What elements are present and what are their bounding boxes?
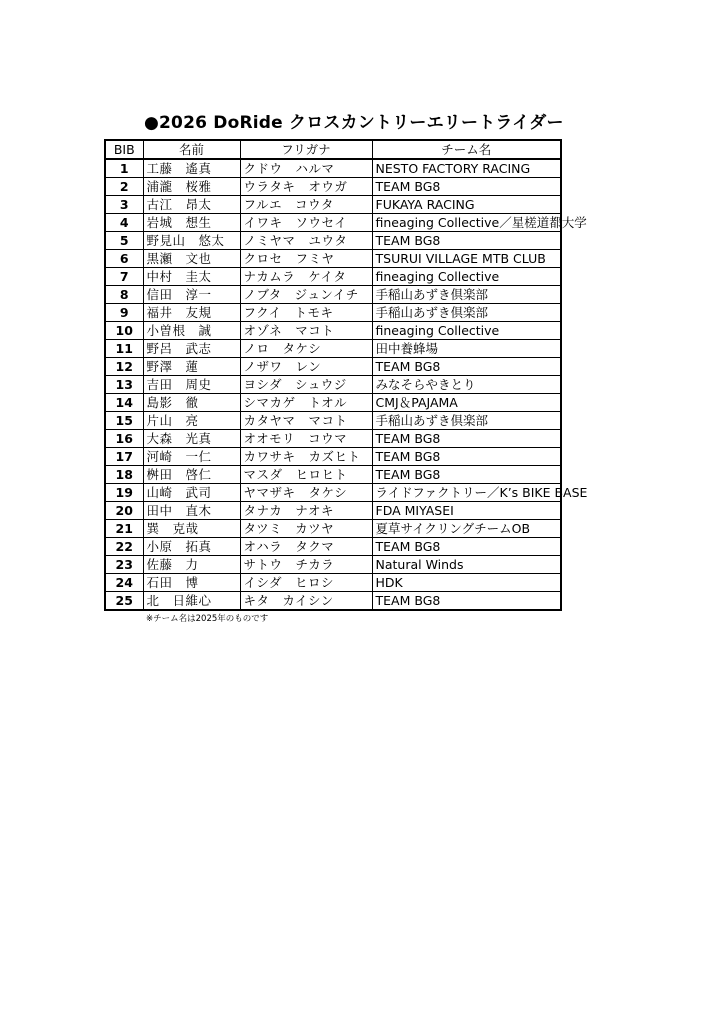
rider-kana-cell: オハラ タクマ [240, 538, 372, 556]
rider-kana-cell: ナカムラ ケイタ [240, 268, 372, 286]
bib-cell: 10 [105, 322, 143, 340]
team-name-cell: 夏草サイクリングチームOB [372, 520, 561, 538]
rider-name-cell: 大森 光真 [143, 430, 240, 448]
table-row [105, 538, 561, 556]
team-name-cell: NESTO FACTORY RACING [372, 159, 561, 178]
rider-name-cell: 吉田 周史 [143, 376, 240, 394]
team-name-cell: 手稲山あずき倶楽部 [372, 304, 561, 322]
rider-name-cell: 巽 克哉 [143, 520, 240, 538]
rider-kana-cell: フルエ コウタ [240, 196, 372, 214]
bib-cell: 22 [105, 538, 143, 556]
table-row [105, 574, 561, 592]
rider-kana-cell: ノロ タケシ [240, 340, 372, 358]
team-name-cell: FUKAYA RACING [372, 196, 561, 214]
rider-name-cell: 野澤 蓮 [143, 358, 240, 376]
rider-name-cell: 桝田 啓仁 [143, 466, 240, 484]
bib-cell: 24 [105, 574, 143, 592]
table-row [105, 232, 561, 250]
bib-cell: 3 [105, 196, 143, 214]
table-body [105, 159, 588, 610]
team-name-cell: TSURUI VILLAGE MTB CLUB [372, 250, 561, 268]
rider-name-cell: 河崎 一仁 [143, 448, 240, 466]
rider-kana-cell: クドウ ハルマ [240, 159, 372, 178]
rider-name-cell: 田中 直木 [143, 502, 240, 520]
rider-kana-cell: オゾネ マコト [240, 322, 372, 340]
bib-cell: 18 [105, 466, 143, 484]
table-row [105, 322, 561, 340]
column-header-team: チーム名 [372, 140, 561, 159]
team-name-cell: Natural Winds [372, 556, 561, 574]
table-row [105, 178, 561, 196]
team-name-cell: 手稲山あずき倶楽部 [372, 412, 561, 430]
table-row [105, 556, 561, 574]
bib-cell: 20 [105, 502, 143, 520]
rider-name-cell: 小曽根 誠 [143, 322, 240, 340]
rider-kana-cell: ノブタ ジュンイチ [240, 286, 372, 304]
bib-cell: 14 [105, 394, 143, 412]
rider-kana-cell: カワサキ カズヒト [240, 448, 372, 466]
team-name-cell: fineaging Collective／星槎道都大学 [372, 214, 561, 232]
bib-cell: 21 [105, 520, 143, 538]
rider-name-cell: 福井 友規 [143, 304, 240, 322]
table-row [105, 520, 561, 538]
rider-name-cell: 佐藤 力 [143, 556, 240, 574]
rider-name-cell: 島影 徹 [143, 394, 240, 412]
rider-name-cell: 北 日維心 [143, 592, 240, 611]
rider-kana-cell: イシダ ヒロシ [240, 574, 372, 592]
table-row [105, 466, 561, 484]
table-row [105, 268, 561, 286]
rider-name-cell: 小原 拓真 [143, 538, 240, 556]
bib-cell: 13 [105, 376, 143, 394]
rider-kana-cell: カタヤマ マコト [240, 412, 372, 430]
rider-kana-cell: ノザワ レン [240, 358, 372, 376]
rider-kana-cell: キタ カイシン [240, 592, 372, 611]
table-row [105, 159, 561, 178]
table-row [105, 250, 561, 268]
table-row [105, 196, 561, 214]
bib-cell: 8 [105, 286, 143, 304]
team-name-cell: TEAM BG8 [372, 448, 561, 466]
rider-name-cell: 石田 博 [143, 574, 240, 592]
bib-cell: 9 [105, 304, 143, 322]
table-row [105, 286, 561, 304]
rider-name-cell: 岩城 想生 [143, 214, 240, 232]
bib-cell: 19 [105, 484, 143, 502]
rider-name-cell: 工藤 遙真 [143, 159, 240, 178]
bib-cell: 7 [105, 268, 143, 286]
table-row [105, 358, 561, 376]
table-row [105, 304, 561, 322]
rider-name-cell: 山崎 武司 [143, 484, 240, 502]
page-title: ●2026 DoRide クロスカントリーエリートライダー [144, 113, 564, 133]
rider-kana-cell: ヨシダ シュウジ [240, 376, 372, 394]
rider-name-cell: 黒瀬 文也 [143, 250, 240, 268]
rider-kana-cell: ウラタキ オウガ [240, 178, 372, 196]
team-name-cell: TEAM BG8 [372, 592, 561, 611]
team-name-cell: TEAM BG8 [372, 466, 561, 484]
team-name-cell: 田中養蜂場 [372, 340, 561, 358]
team-name-cell: みなそらやきとり [372, 376, 561, 394]
rider-name-cell: 片山 亮 [143, 412, 240, 430]
rider-kana-cell: ノミヤマ ユウタ [240, 232, 372, 250]
bib-cell: 23 [105, 556, 143, 574]
team-name-cell: TEAM BG8 [372, 178, 561, 196]
table-row [105, 448, 561, 466]
rider-kana-cell: サトウ チカラ [240, 556, 372, 574]
rider-kana-cell: タツミ カツヤ [240, 520, 372, 538]
table-row [105, 484, 561, 502]
rider-kana-cell: クロセ フミヤ [240, 250, 372, 268]
rider-kana-cell: フクイ トモキ [240, 304, 372, 322]
rider-name-cell: 野見山 悠太 [143, 232, 240, 250]
rider-kana-cell: オオモリ コウマ [240, 430, 372, 448]
team-name-cell: 手稲山あずき倶楽部 [372, 286, 561, 304]
bib-cell: 16 [105, 430, 143, 448]
bib-cell: 2 [105, 178, 143, 196]
footnote: ※チーム名は2025年のものです [146, 614, 269, 624]
team-name-cell: fineaging Collective [372, 268, 561, 286]
bib-cell: 15 [105, 412, 143, 430]
rider-name-cell: 中村 圭太 [143, 268, 240, 286]
team-name-cell: TEAM BG8 [372, 538, 561, 556]
bib-cell: 17 [105, 448, 143, 466]
team-name-cell: CMJ＆PAJAMA [372, 394, 561, 412]
rider-name-cell: 浦瀧 桜雅 [143, 178, 240, 196]
table-row [105, 502, 561, 520]
bib-cell: 6 [105, 250, 143, 268]
rider-kana-cell: イワキ ソウセイ [240, 214, 372, 232]
rider-name-cell: 古江 昂太 [143, 196, 240, 214]
rider-name-cell: 信田 淳一 [143, 286, 240, 304]
column-header-kana: フリガナ [240, 140, 372, 159]
team-name-cell: TEAM BG8 [372, 232, 561, 250]
rider-kana-cell: シマカゲ トオル [240, 394, 372, 412]
table-row [105, 214, 561, 232]
team-name-cell: FDA MIYASEI [372, 502, 561, 520]
bib-cell: 1 [105, 159, 143, 178]
team-name-cell: TEAM BG8 [372, 358, 561, 376]
rider-kana-cell: タナカ ナオキ [240, 502, 372, 520]
table-row [105, 340, 561, 358]
rider-table [104, 139, 588, 611]
bib-cell: 4 [105, 214, 143, 232]
team-name-cell: TEAM BG8 [372, 430, 561, 448]
table-header-row [105, 140, 561, 159]
team-name-cell: ライドファクトリー／K’s BIKE BASE [372, 484, 561, 502]
table-row [105, 376, 561, 394]
bib-cell: 5 [105, 232, 143, 250]
column-header-name: 名前 [143, 140, 240, 159]
bib-cell: 25 [105, 592, 143, 611]
column-header-bib: BIB [105, 140, 143, 159]
table-row [105, 430, 561, 448]
table-row [105, 394, 561, 412]
rider-name-cell: 野呂 武志 [143, 340, 240, 358]
team-name-cell: HDK [372, 574, 561, 592]
bib-cell: 11 [105, 340, 143, 358]
bib-cell: 12 [105, 358, 143, 376]
rider-kana-cell: マスダ ヒロヒト [240, 466, 372, 484]
team-name-cell: fineaging Collective [372, 322, 561, 340]
table-row [105, 592, 561, 611]
rider-kana-cell: ヤマザキ タケシ [240, 484, 372, 502]
table-row [105, 412, 561, 430]
